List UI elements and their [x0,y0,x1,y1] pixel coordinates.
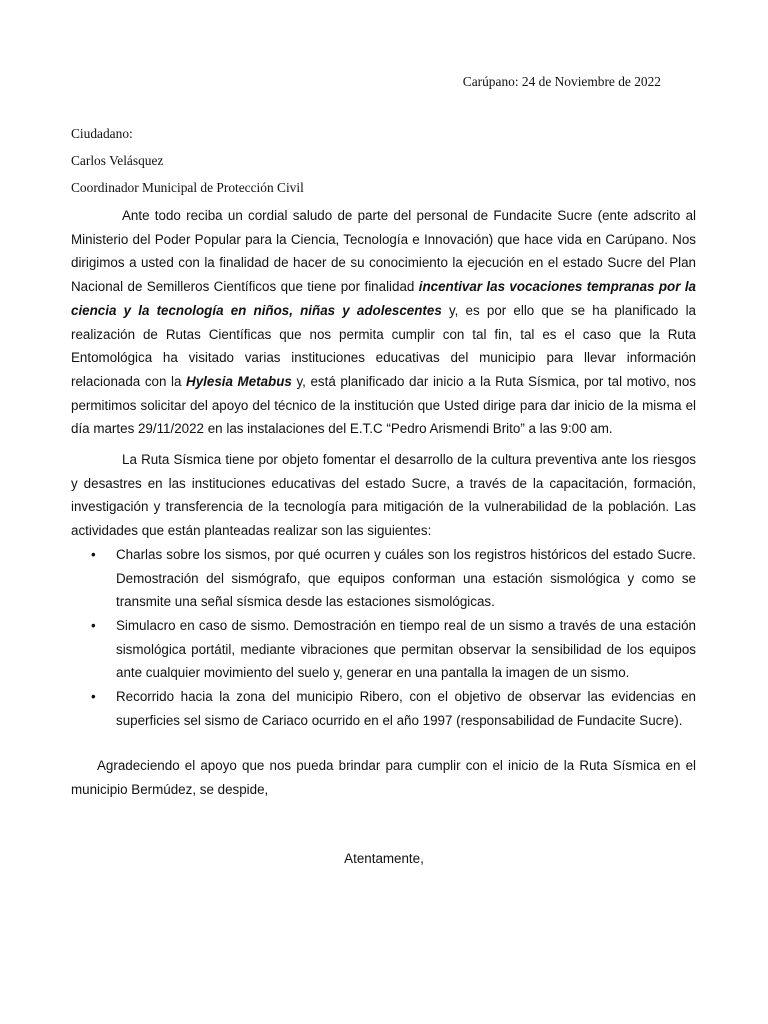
list-item [71,543,696,614]
bullet-icon: • [91,617,96,633]
activity-text: Recorrido hacia la zona del municipio Ribero, con el objetivo de observar las evidencias en superficies sel sismo de Cariaco ocurrido en el año 1997 (responsabilidad de Fundacite Sucre). [116,689,696,728]
bullet-icon: • [91,689,96,705]
closing-text: Atentamente, [344,851,424,866]
bullet-icon: • [91,546,96,562]
list-item [71,685,696,732]
intro-emphasis-species: Hylesia Metabus [186,373,292,389]
intro-text-2: y, es por ello que se ha planificado la realización de Rutas Científicas que nos permita cumplir con tal fin, tal es el caso que la Ruta Entomológica ha visitado varias instituciones educativas del municipio para llevar información relacionada con la [71,302,696,389]
thanks-paragraph: Agradeciendo el apoyo que nos pueda brindar para cumplir con el inicio de la Ruta Sísmica en el municipio Bermúdez, se despide, [71,758,696,798]
purpose-paragraph: La Ruta Sísmica tiene por objeto fomentar el desarrollo de la cultura preventiva ante los riesgos y desastres en las instituciones educativas del estado Sucre, a través de la capacitación, formación, investigación y transferencia de la tecnología para mitigación de la vulnerabilidad de la población. Las actividades que están planteadas realizar son las siguientes: [71,452,696,539]
list-item [71,614,696,685]
activity-text: Charlas sobre los sismos, por qué ocurren y cuáles son los registros históricos del estado Sucre. Demostración del sismógrafo, que equipos conforman una estación sismológica y como se transmite una señal sísmica desde las estaciones sismológicas. [116,546,696,610]
intro-paragraph [71,204,696,441]
recipient-name: Carlos Velásquez [71,153,164,168]
activities-list [71,543,696,733]
letter-body [71,204,696,802]
closing-line [0,850,768,868]
intro-emphasis-goal: incentivar las vocaciones tempranas por la ciencia y la tecnología en niños, niñas y adolescentes [71,279,696,318]
activity-text: Simulacro en caso de sismo. Demostración en tiempo real de un sismo a través de una estación sismológica portátil, mediante vibraciones que permitan observar la sensibilidad de los equipos ante cualquier movimiento del suelo y, generar en una pantalla la imagen de un sismo. [116,617,696,681]
recipient-title: Coordinador Municipal de Protección Civil [71,180,304,195]
recipient-salutation: Ciudadano: [71,126,133,141]
letter-date: Carúpano: 24 de Noviembre de 2022 [462,74,661,89]
recipient-block [71,120,304,201]
intro-text-1: Ante todo reciba un cordial saludo de parte del personal de Fundacite Sucre (ente adscrito al Ministerio del Poder Popular para la Ciencia, Tecnología e Innovación) que hace vida en Carúpano. Nos dirigimos a usted con la finalidad de hacer de su conocimiento la ejecución en el estado Sucre del Plan Nacional de Semilleros Científicos que tiene por finalidad [71,208,696,295]
intro-text-3: y, está planificado dar inicio a la Ruta Sísmica, por tal motivo, nos permitimos solicitar del apoyo del técnico de la institución que Usted dirige para dar inicio de la misma el día martes 29/11/2022 en las instalaciones del E.T.C “Pedro Arismendi Brito” a las 9:00 am. [71,373,696,437]
